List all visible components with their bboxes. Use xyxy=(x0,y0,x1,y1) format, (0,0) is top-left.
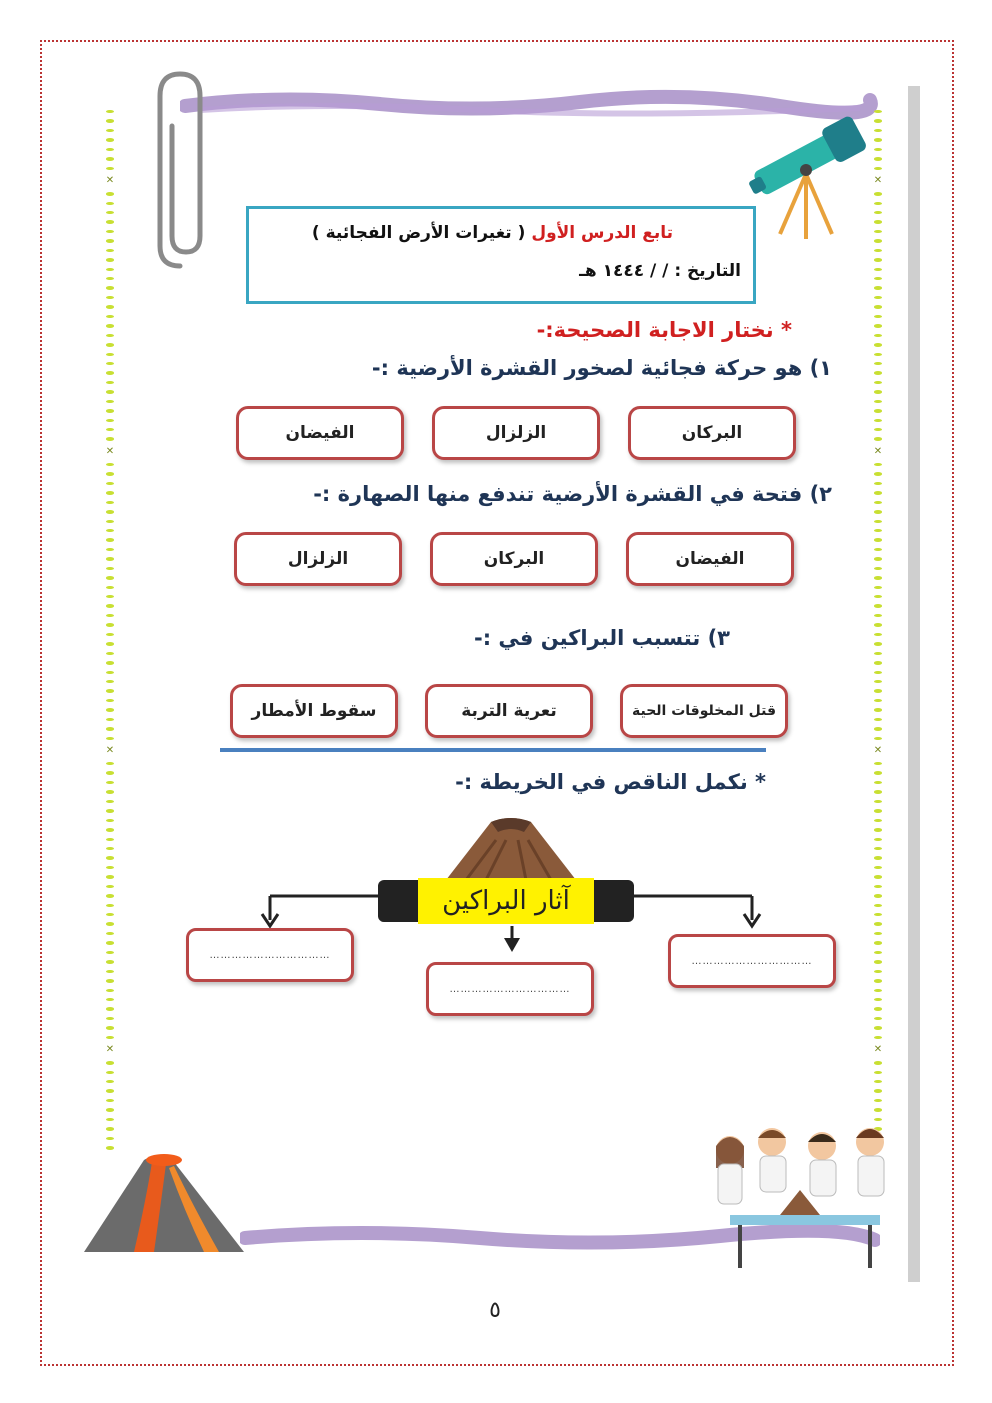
q2-option-3[interactable]: الزلزال xyxy=(234,532,402,586)
lesson-topic: ( تغيرات الأرض الفجائية ) xyxy=(311,223,526,243)
lesson-prefix: تابع الدرس الأول xyxy=(531,223,673,243)
map-center-label: آثار البراكين xyxy=(418,878,594,924)
left-dot-column: ✕ ✕ ✕ ✕ xyxy=(104,110,116,1150)
q1-option-2[interactable]: الزلزال xyxy=(432,406,600,460)
q3-option-2[interactable]: تعرية التربة xyxy=(425,684,593,738)
kids-experiment-illustration xyxy=(700,1120,900,1270)
q1-option-3[interactable]: الفيضان xyxy=(236,406,404,460)
q3-option-3[interactable]: سقوط الأمطار xyxy=(230,684,398,738)
telescope-icon xyxy=(740,104,880,254)
section2-heading: * نكمل الناقص في الخريطة :- xyxy=(455,770,766,794)
q1-option-1[interactable]: البركان xyxy=(628,406,796,460)
map-blank-middle[interactable]: …………………………… xyxy=(426,962,594,1016)
lesson-title xyxy=(312,223,673,243)
section-divider xyxy=(220,748,766,752)
section1-heading: * نختار الاجابة الصحيحة:- xyxy=(536,318,792,342)
map-blank-left[interactable]: …………………………… xyxy=(186,928,354,982)
map-blank-right[interactable]: …………………………… xyxy=(668,934,836,988)
right-dot-column: ✕ ✕ ✕ ✕ xyxy=(872,110,884,1150)
question-1: ١) هو حركة فجائية لصخور القشرة الأرضية :- xyxy=(371,356,832,380)
q2-option-1[interactable]: الفيضان xyxy=(626,532,794,586)
q3-option-1[interactable]: قتل المخلوقات الحية xyxy=(620,684,788,738)
lesson-title-box xyxy=(246,206,756,304)
question-3: ٣) تتسبب البراكين في :- xyxy=(473,626,730,650)
erupting-volcano-icon xyxy=(74,1140,254,1260)
q2-option-2[interactable]: البركان xyxy=(430,532,598,586)
paperclip-icon xyxy=(140,66,210,276)
page-number: ٥ xyxy=(489,1298,501,1323)
date-line: التاريخ : / / ١٤٤٤ هـ xyxy=(579,261,741,281)
question-2: ٢) فتحة في القشرة الأرضية تندفع منها الصهارة :- xyxy=(313,482,832,506)
